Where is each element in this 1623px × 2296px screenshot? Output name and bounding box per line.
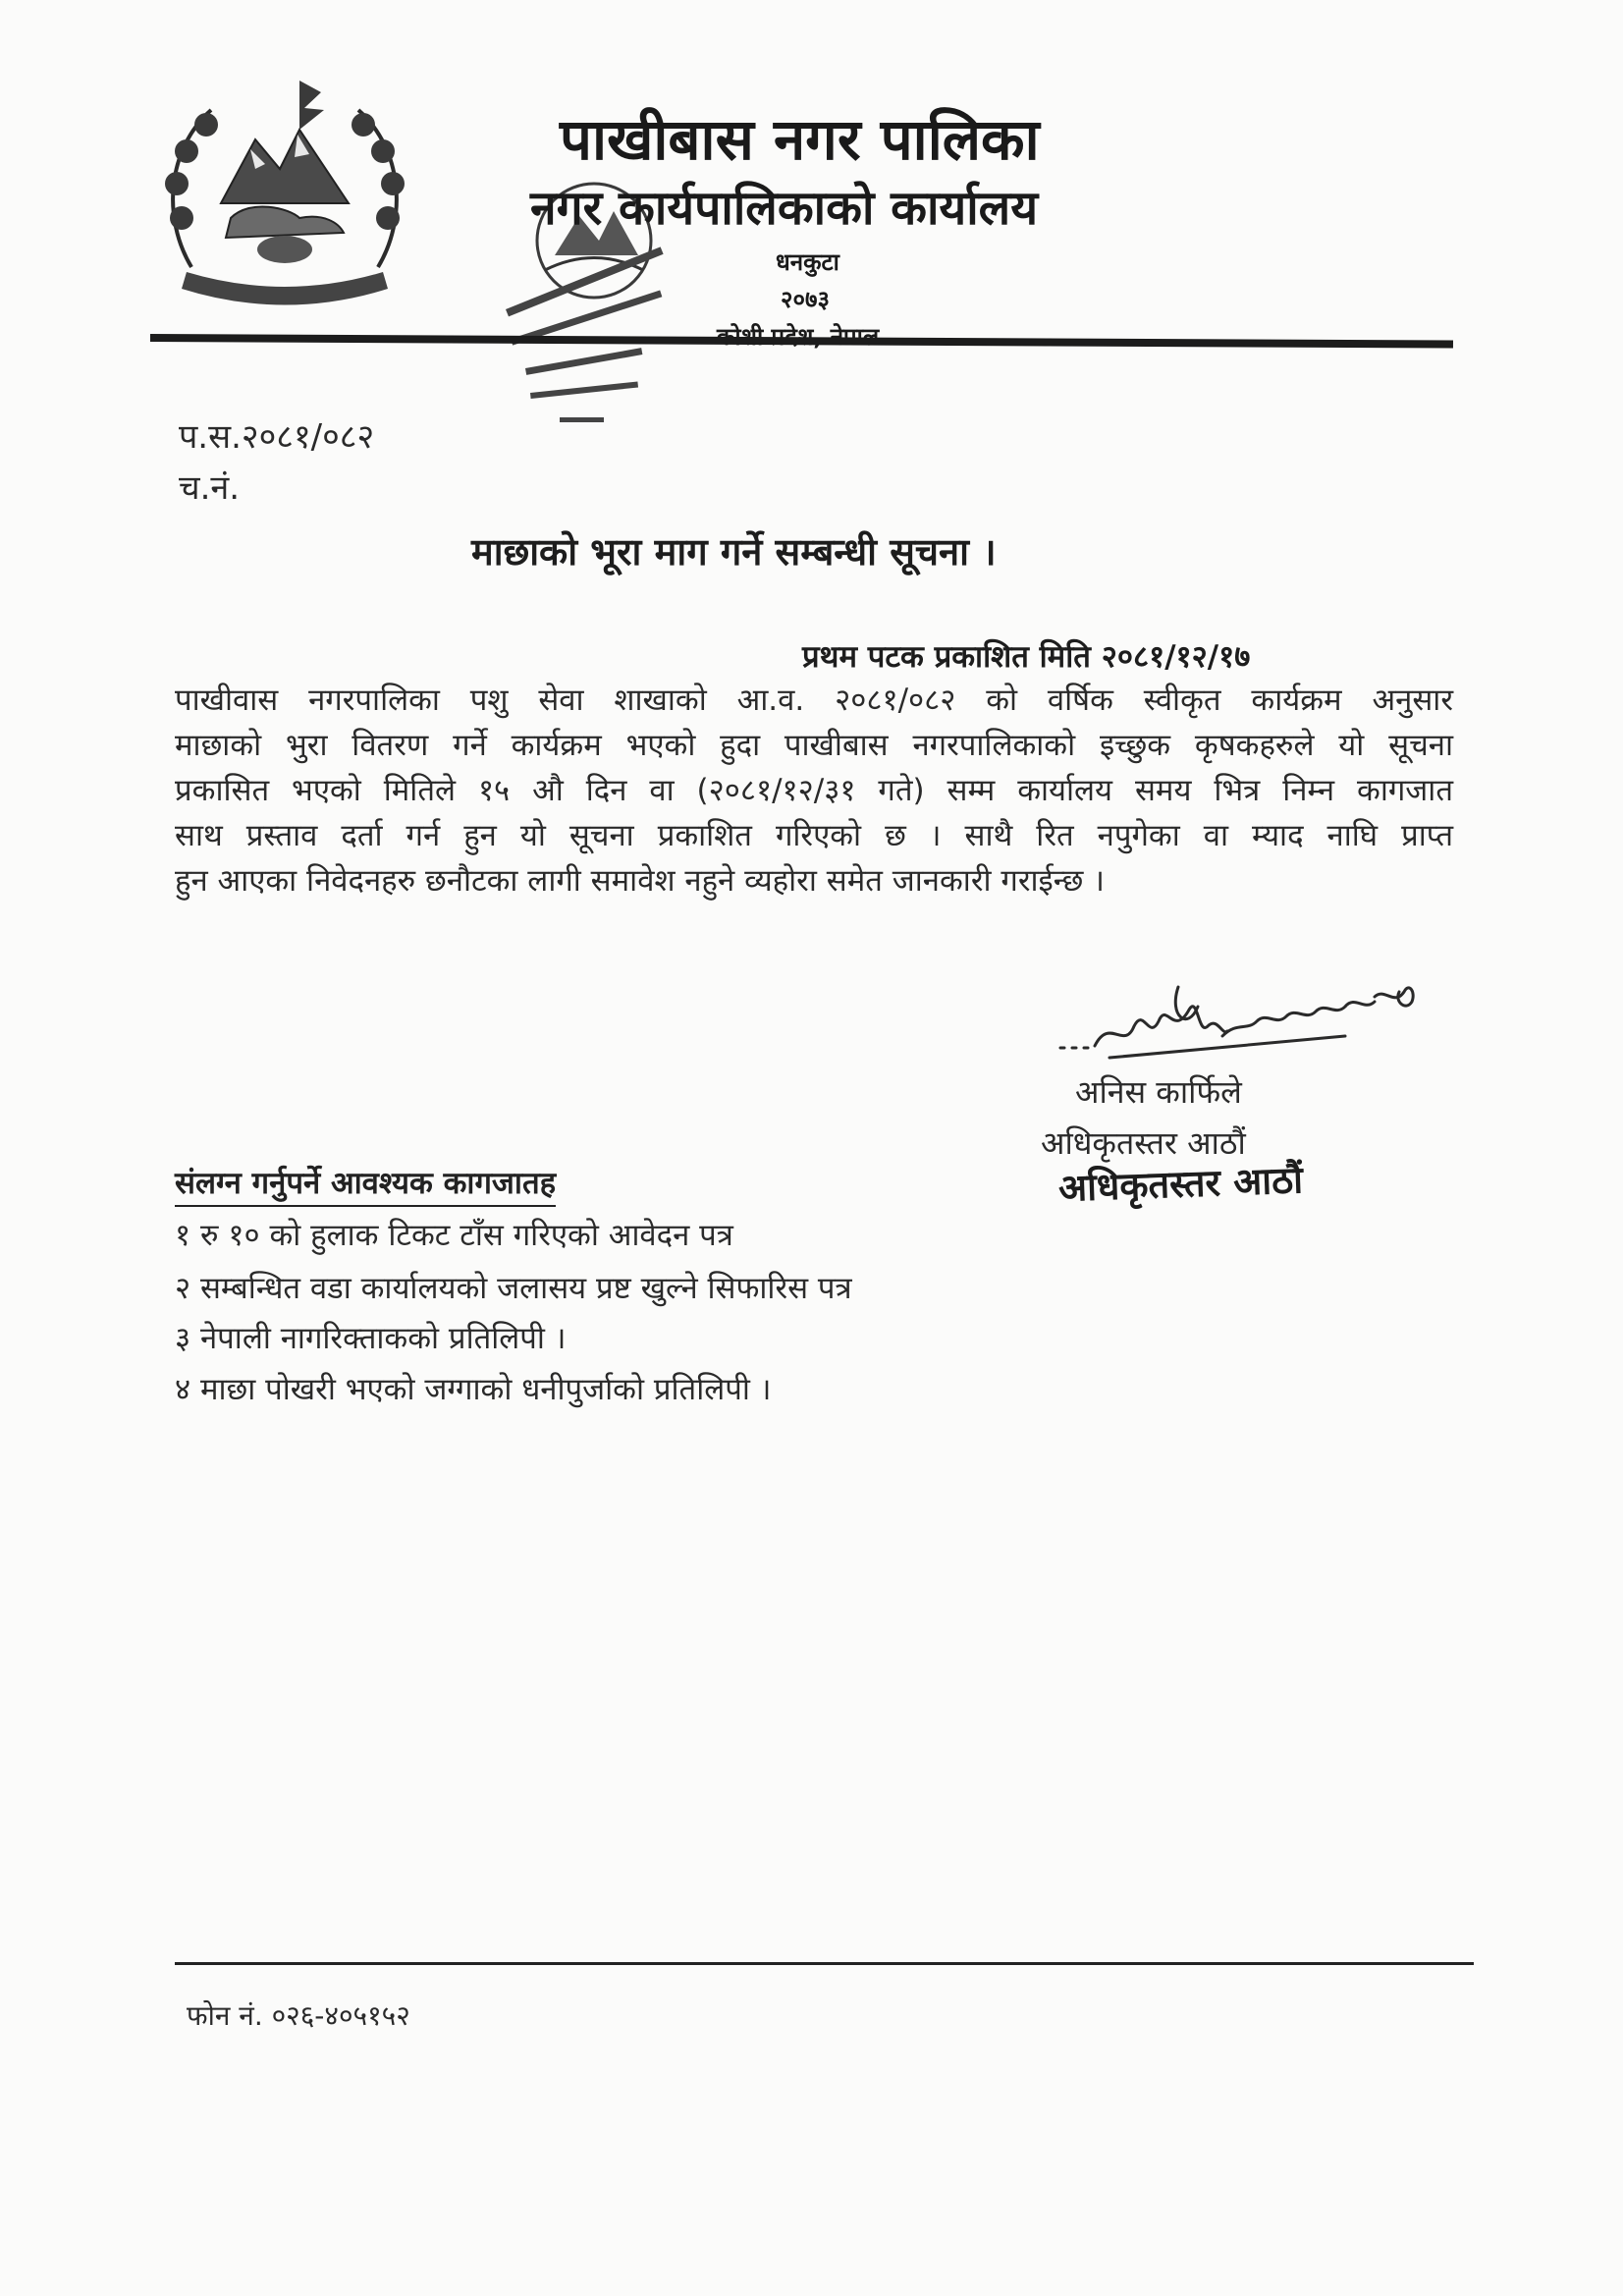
office-title: नगर कार्यपालिकाको कार्यालय bbox=[530, 181, 1039, 236]
published-date: प्रथम पटक प्रकाशित मिति २०८१/१२/१७ bbox=[802, 639, 1251, 675]
notice-body bbox=[175, 678, 1453, 903]
notice-subject: माछाको भूरा माग गर्ने सम्बन्धी सूचना । bbox=[471, 530, 997, 574]
body-line: हुन आएका निवेदनहरु छनौटका लागी समावेश नहुने व्यहोरा समेत जानकारी गराईन्छ । bbox=[175, 863, 1105, 899]
attachment-item: २ सम्बन्धित वडा कार्यालयको जलासय प्रष्ट खुल्ने सिफारिस पत्र bbox=[175, 1271, 852, 1306]
letter-number: प.स.२०८१/०८२ bbox=[179, 417, 375, 457]
attachment-item: ३ नेपाली नागरिक्ताकको प्रतिलिपी । bbox=[175, 1321, 567, 1356]
signatory-rank-stamp: अधिकृतस्तर आठौं bbox=[1057, 1158, 1304, 1210]
body-line: माछाको भुरा वितरण गर्ने कार्यक्रम भएको हुदा पाखीबास नगरपालिकाको इच्छुक कृषकहरुले यो सूचना bbox=[175, 728, 1453, 763]
attachment-item: ४ माछा पोखरी भएको जग्गाको धनीपुर्जाको प्रतिलिपी । bbox=[175, 1372, 772, 1407]
attachments-heading: संलग्न गर्नुपर्ने आवश्यक कागजातह bbox=[175, 1162, 556, 1207]
district-label: धनकुटा bbox=[776, 248, 839, 276]
body-line: प्रकासित भएको मितिले १५ औ दिन वा (२०८१/१२/३१ गते) सम्म कार्यालय समय भित्र निम्न कागजात bbox=[175, 773, 1453, 808]
signatory-title: अधिकृतस्तर आठौं bbox=[1041, 1124, 1246, 1162]
dispatch-number: च.नं. bbox=[179, 468, 241, 508]
attachment-item: १ रु १० को हुलाक टिकट टाँस गरिएको आवेदन पत्र bbox=[175, 1218, 733, 1253]
phone-number: फोन नं. ०२६-४०५१५२ bbox=[187, 1999, 410, 2032]
footer-divider bbox=[175, 1962, 1474, 1965]
municipality-title: पाखीबास नगर पालिका bbox=[560, 106, 1040, 173]
year-label: २०७३ bbox=[781, 286, 830, 313]
handwritten-signature bbox=[1051, 967, 1424, 1070]
nepal-emblem-icon bbox=[152, 71, 417, 316]
body-line: साथ प्रस्ताव दर्ता गर्न हुन यो सूचना प्रकाशित गरिएको छ । साथै रित नपुगेका वा म्याद नाघि प्राप्त bbox=[175, 818, 1453, 853]
signatory-name: अनिस कार्फिले bbox=[1075, 1073, 1242, 1111]
body-line: पाखीवास नगरपालिका पशु सेवा शाखाको आ.व. २०८१/०८२ को वर्षिक स्वीकृत कार्यक्रम अनुसार bbox=[175, 683, 1453, 718]
